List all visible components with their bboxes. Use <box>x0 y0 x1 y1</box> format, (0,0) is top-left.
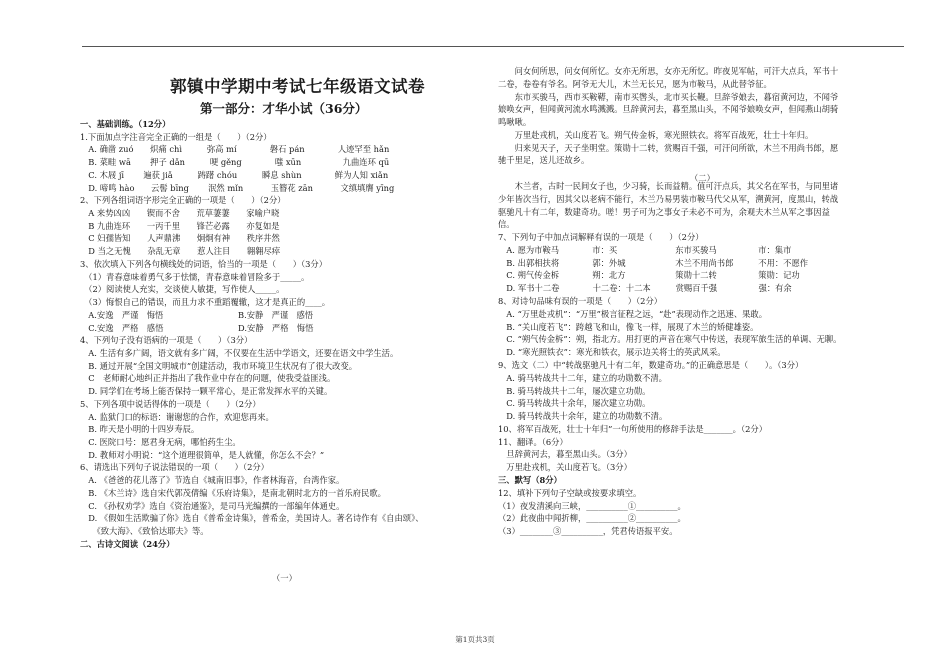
left-text-line: D. 教师对小明说：“这个道理很简单，是人就懂，你怎么不会？” <box>80 449 325 460</box>
page-footer: 第1页共3页 <box>455 635 495 644</box>
right-text-line: 万里赴戎机，关山度若飞。（3分） <box>498 462 632 473</box>
right-text-line: 旦辞黄河去，暮至黑山头。（3分） <box>498 449 632 460</box>
left-text-line: A. 监狱门口的标语：谢谢您的合作，欢迎您再来。 <box>80 411 274 422</box>
left-text-line: A 来势凶凶 锲而不舍 荒草萋萋 家喻户晓 <box>80 208 280 219</box>
left-text-line: B. 昨天是小明的十四岁寿辰。 <box>80 424 200 435</box>
left-text-line: C. 《孙权劝学》选自《资治通鉴》，是司马光编撰的一部编年体通史。 <box>80 500 345 511</box>
left-text-line: 3、依次填入下列各句横线处的词语，恰当的一项是（ ）（3分） <box>80 258 328 269</box>
left-text-line: 一、基础训练。（12分） <box>80 119 171 129</box>
left-text-line: B. 《木兰诗》选自宋代郭茂倩编《乐府诗集》，是南北朝时北方的一首乐府民歌。 <box>80 487 386 498</box>
left-text-line: C. 木屐 jī 遍获 jiǎ 踌躇 chóu 瞬息 shùn 鲜为人知 xiǎn <box>80 169 389 180</box>
left-text-line: 4、下列句子没有语病的一项是（ ）（3分） <box>80 335 253 346</box>
right-text-line: 10、将军百战死，壮士十年归”一句所使用的修辞手法是_______。（2分） <box>498 423 767 434</box>
left-text-line: A. 生活有多广阔，语文就有多广阔，不仅要在生活中学语文，还要在语文中学生活。 <box>80 347 399 358</box>
left-text-line: B 九曲连环 一丙千里 锋芒必露 亦复如是 <box>80 220 280 231</box>
left-text-line: D 当之无愧 杂乱无章 惹人注目 翱翱尽瘁 <box>80 246 281 257</box>
page-title: 郭镇中学期中考试七年级语文试卷 <box>170 77 425 96</box>
right-text-line: B. “关山度若飞”：跨越飞和山，像飞一样，展现了木兰的矫健雄姿。 <box>498 321 759 332</box>
left-text-line: 6、请选出下列句子说法错误的一项（ ）（2分） <box>80 462 269 473</box>
right-text-line: 三、默写（8分） <box>498 474 562 485</box>
right-text-line: A. 骑马转战共十二年，建立的功勋数不清。 <box>498 372 667 383</box>
right-text-line: 信。 <box>498 219 515 230</box>
right-text-line: 娘唤女声，但闻黄河流水鸣溅溅。旦辞黄河去，暮至黑山头，不闻爷娘唤女声，但闻燕山胡骑 <box>498 104 839 115</box>
left-text-line: A. 确凿 zuó 炽痛 chì 弥高 mí 磐石 pán 人迹罕至 hǎn <box>80 144 390 155</box>
left-text-line: C. 医院口号：愿君身无病，哪怕药生尘。 <box>80 437 241 447</box>
left-text-line: B. 通过开展“全国文明城市”创建活动，我市环境卫生状况有了很大改变。 <box>80 360 358 371</box>
right-text-line: D. 骑马转战共十余年，建立的功勋数不清。 <box>498 411 668 422</box>
left-text-line: A. 《爸爸的花儿落了》节选自《城南旧事》，作者林海音，台湾作家。 <box>80 475 345 486</box>
right-text-line: 鸣啾啾。 <box>498 117 532 128</box>
right-text-line: （3）________③__________，凭君传语报平安。 <box>498 526 678 537</box>
right-text-line: C. “朔气传金柝”：朔，指北方。用打更的声音在寒气中传送，表现军旅生活的单调、无聊。 <box>498 334 842 345</box>
left-text-line: 二、古诗文阅读（24分） <box>80 538 175 549</box>
right-text-line: D. 军书十二卷 十二卷：十二本 赏赐百千强 强：有余 <box>498 283 792 294</box>
right-text-line: C. 朔气传金柝 朔：北方 策勋十二转 策勋：记功 <box>498 270 800 281</box>
section-label-one: （一） <box>272 573 297 583</box>
left-text-line: C 老师耐心地纠正并指出了我作业中存在的问题，使我受益匪浅。 <box>80 373 336 384</box>
right-text-line: 万里赴戎机，关山度若飞。朔气传金柝，寒光照铁衣。将军百战死，壮士十年归。 <box>498 129 814 140</box>
left-text-line: 5、下列各项中说话得体的一项是（ ）（2分） <box>80 398 261 409</box>
right-text-line: （1）夜发清溪向三峡，__________①__________。 <box>498 500 686 511</box>
left-text-line: 2、下列各组词语字形完全正确的一项是（ ）（2分） <box>80 195 286 206</box>
right-text-line: 问女何所思，问女何所忆。女亦无所思，女亦无所忆。昨夜见军帖，可汗大点兵，军书十 <box>498 66 839 76</box>
left-text-line: D. 啼鸣 hào 云髻 bīng 泯然 mǐn 玉簪花 zān 文缜填膺 yīng <box>80 182 395 193</box>
left-text-line: （1）青春意味着勇气多于怯懦，青春意味着冒险多于_____。 <box>80 271 310 282</box>
section-label-two: （二） <box>690 173 715 183</box>
right-text-line: 驰千里足，送儿还故乡。 <box>498 155 590 166</box>
right-text-line: 8、对诗句品味有误的一项是（ ）（2分） <box>498 296 663 307</box>
left-text-line: C.安逸 严格 感悟 D.安静 严格 悔悟 <box>80 322 314 333</box>
right-text-line: 少年皆次当行，因其父以老病不能行，木兰乃易男装市鞍马代父从军，溯黄河，度黑山，转战 <box>498 193 839 204</box>
right-text-line: B. 骑马转战共十二年，屡次建立功勋。 <box>498 385 651 396</box>
page-subtitle: 第一部分：才华小试（36分） <box>200 101 368 116</box>
right-text-line: A. “万里赴戎机”：“万里”极言征程之远，“赴”表现动作之迅速、果敢。 <box>498 308 768 319</box>
left-text-line: （3）悔恨自己的错误，而且力求不重蹈覆辙，这才是真正的____。 <box>80 297 331 308</box>
right-text-line: B. 出郭相扶将 郭：外城 木兰不用尚书郎 不用：不愿作 <box>498 257 809 268</box>
left-text-line: D. 《假如生活欺骗了你》选自《普希金诗集》，普希金，美国诗人。著名诗作有《自由颂》、 <box>80 513 424 524</box>
top-rule <box>82 46 904 47</box>
right-text-line: 木兰者，古时一民间女子也，少习骑，长而益精。值可汗点兵，其父名在军书，与同里诸 <box>498 181 839 192</box>
right-text-line: 12、填补下列句子空缺或按要求填空。 <box>498 487 642 498</box>
right-text-line: A. 愿为市鞍马 市：买 东市买骏马 市：集市 <box>498 244 792 255</box>
right-text-line: 驱驰凡十有二年，数建奇功。嗟！男子可为之事女子未必不可为，余观夫木兰从军之事因益 <box>498 206 830 217</box>
left-text-line: 1.下面加点字注音完全正确的一组是（ ）（2分） <box>80 131 272 142</box>
right-text-line: 东市买骏马，西市买鞍鞯，南市买辔头，北市买长鞭。旦辞爷娘去，暮宿黄河边，不闻爷 <box>498 91 839 102</box>
right-text-line: C. 骑马转战共十余年，屡次建立功勋。 <box>498 398 651 409</box>
right-text-line: 9、选文（二）中“转战驱驰凡十有二年，数建奇功。”的正确意思是（ ）。（3分） <box>498 359 804 370</box>
right-text-line: 7、下列句子中加点词解释有误的一项是（ ）（2分） <box>498 232 704 243</box>
right-text-line: 11、翻译。（6分） <box>498 436 568 447</box>
left-text-line: A.安逸 严谨 悔悟 B.安静 严谨 感悟 <box>80 309 314 320</box>
left-text-line: （2）阅读使人充实，交谈使人敏捷，写作使人_____。 <box>80 284 285 295</box>
left-text-line: D. 同学们在考场上能否保持一颗平常心，是正常发挥水平的关键。 <box>80 386 333 397</box>
left-text-line: B. 菜畦 wā 押子 dǎn 哽 gěng 嗤 xūn 九曲连环 qū <box>80 157 390 168</box>
right-text-line: 二卷，卷卷有爷名。阿爷无大儿，木兰无长兄，愿为市鞍马，从此替爷征。 <box>498 78 772 89</box>
right-text-line: 归来见天子，天子坐明堂。策勋十二转，赏赐百千强，可汗问所欲，木兰不用尚书郎，愿 <box>498 142 839 153</box>
left-text-line: C 妇孺皆知 人声鼎沸 炯炯有神 秩序井然 <box>80 233 280 244</box>
right-text-line: D. “寒光照铁衣”：寒光和铁衣，展示边关将士的英武风采。 <box>498 347 726 358</box>
right-text-line: （2）此夜曲中闻折柳，__________②__________。 <box>498 513 686 524</box>
left-text-line: 《致大海》、《致恰达耶夫》等。 <box>80 526 209 537</box>
